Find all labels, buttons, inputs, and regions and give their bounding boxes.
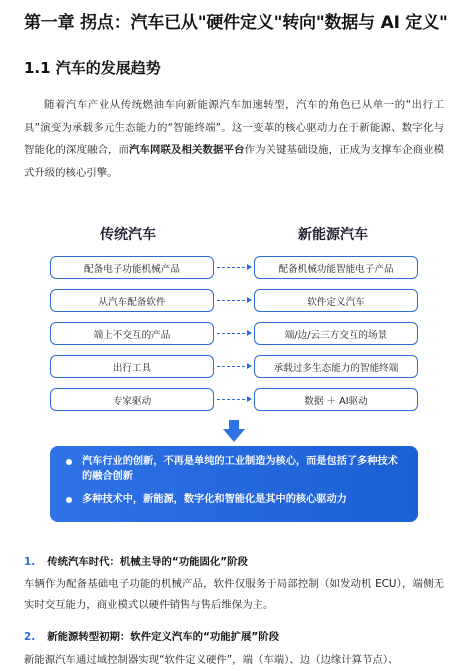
intro-text-1: 随着汽车产业从传统燃油车向新能源汽车加速转型，汽车的角色已从单一的“出行工具”演变为承载多元生态能力的“智能终端”。这一变革的核心驱动力在于新能源、数字化与智能化的深度融合，而 [24,99,444,156]
dashed-arrow [217,267,250,268]
right-column-heading: 新能源汽车 [298,227,368,243]
right-box: 软件定义汽车 [254,289,418,312]
dashed-arrow [217,333,250,334]
item-body: 新能源汽车通过域控制器实现“软件定义硬件”，端（车端）、边（边缘计算节点）、 [24,654,399,666]
intro-paragraph [24,94,444,184]
item-title: 新能源转型初期：软件定义汽车的“功能扩展”阶段 [47,631,280,643]
dashed-arrow [217,300,250,301]
item-heading [24,553,248,568]
item-number: 1. [24,556,36,568]
left-box: 专家驱动 [50,388,214,411]
intro-bold-term: 汽车网联及相关数据平台 [129,144,245,156]
section-title: 1.1 汽车的发展趋势 [24,59,161,77]
chapter-title: 第一章 拐点：汽车已从"硬件定义"转向"数据与 AI 定义" [24,13,448,33]
dashed-arrow [217,366,250,367]
right-box: 端/边/云三方交互的场景 [254,322,418,345]
right-box: 承载过多生态能力的智能终端 [254,355,418,378]
intro-text-2: 作为关键基础设施，正成为支撑车企商业模式升级的核心引擎。 [24,144,445,179]
right-box: 配备机械功能智能电子产品 [254,256,418,279]
item-body: 车辆作为配备基础电子功能的机械产品，软件仅服务于局部控制（如发动机 ECU），端侧无实时交互能力，商业模式以硬件销售与售后维保为主。 [24,578,444,611]
item-heading [24,628,279,643]
right-box: 数据 ＋ AI驱动 [254,388,418,411]
down-arrow-icon [222,420,246,442]
summary-box [50,446,418,522]
left-box: 从汽车配备软件 [50,289,214,312]
summary-point: 多种技术中，新能源，数字化和智能化是其中的核心驱动力 [66,492,404,507]
summary-point: 汽车行业的创新，不再是单纯的工业制造为核心，而是包括了多种技术的融合创新 [66,454,404,484]
left-column-heading: 传统汽车 [100,227,156,243]
dashed-arrow [217,399,250,400]
left-box: 出行工具 [50,355,214,378]
left-box: 端上不交互的产品 [50,322,214,345]
item-number: 2. [24,631,36,643]
item-title: 传统汽车时代：机械主导的“功能固化”阶段 [47,556,248,568]
left-box: 配备电子功能机械产品 [50,256,214,279]
